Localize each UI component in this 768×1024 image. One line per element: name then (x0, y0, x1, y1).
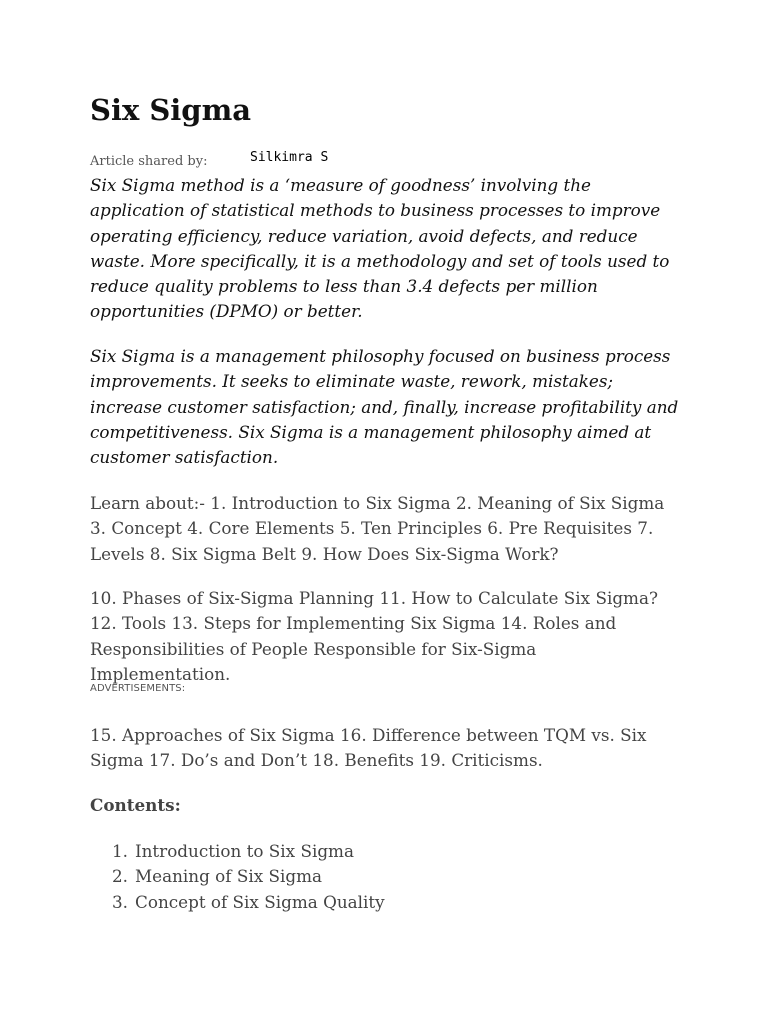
contents-heading: Contents: (90, 795, 181, 815)
contents-item-label[interactable]: Meaning of Six Sigma (135, 866, 323, 887)
intro-paragraph: Six Sigma is a management philosophy focused on business process improvements. It seeks to eliminate waste, rework, mistakes; increase customer satisfaction; and, finally, increase profitability and competitiveness. Six Sigma is a management philosophy aimed at customer satisfaction. (90, 346, 679, 468)
contents-item-label[interactable]: Concept of Six Sigma Quality (135, 891, 385, 912)
contents-item-number: 2. (112, 866, 129, 887)
learn-about-paragraph: 15. Approaches of Six Sigma 16. Difference between TQM vs. Six Sigma 17. Do’s and Don’t 18. Benefits 19. Criticisms. (90, 725, 647, 771)
author-name: Silkimra S (250, 150, 329, 165)
contents-list (90, 839, 385, 915)
advertisements-label: ADVERTISEMENTS: (90, 683, 186, 694)
contents-item[interactable] (90, 864, 385, 889)
intro-paragraph: Six Sigma method is a ‘measure of goodness’ involving the application of statistical methods to business processes to improve operating efficiency, reduce variation, avoid defects, and reduce waste. More specifically, it is a methodology and set of tools used to reduce quality problems to less than 3.4 defects per million opportunities (DPMO) or better. (90, 175, 670, 322)
contents-item[interactable] (90, 890, 385, 915)
contents-item-label[interactable]: Introduction to Six Sigma (135, 841, 354, 861)
contents-item[interactable] (90, 839, 385, 864)
contents-item-number: 1. (112, 841, 129, 861)
page-title: Six Sigma (90, 93, 252, 127)
contents-item-number: 3. (112, 891, 129, 912)
byline-label: Article shared by: (90, 154, 208, 169)
learn-about-paragraph: Learn about:- 1. Introduction to Six Sigma 2. Meaning of Six Sigma 3. Concept 4. Core Elements 5. Ten Principles 6. Pre Requisites 7. Levels 8. Six Sigma Belt 9. How Does Six-Sigma Work? (90, 493, 665, 564)
learn-about-paragraph: 10. Phases of Six-Sigma Planning 11. How to Calculate Six Sigma? 12. Tools 13. Steps for Implementing Six Sigma 14. Roles and Responsibilities of People Responsible for Six-Sigma Implementation. (90, 588, 658, 684)
